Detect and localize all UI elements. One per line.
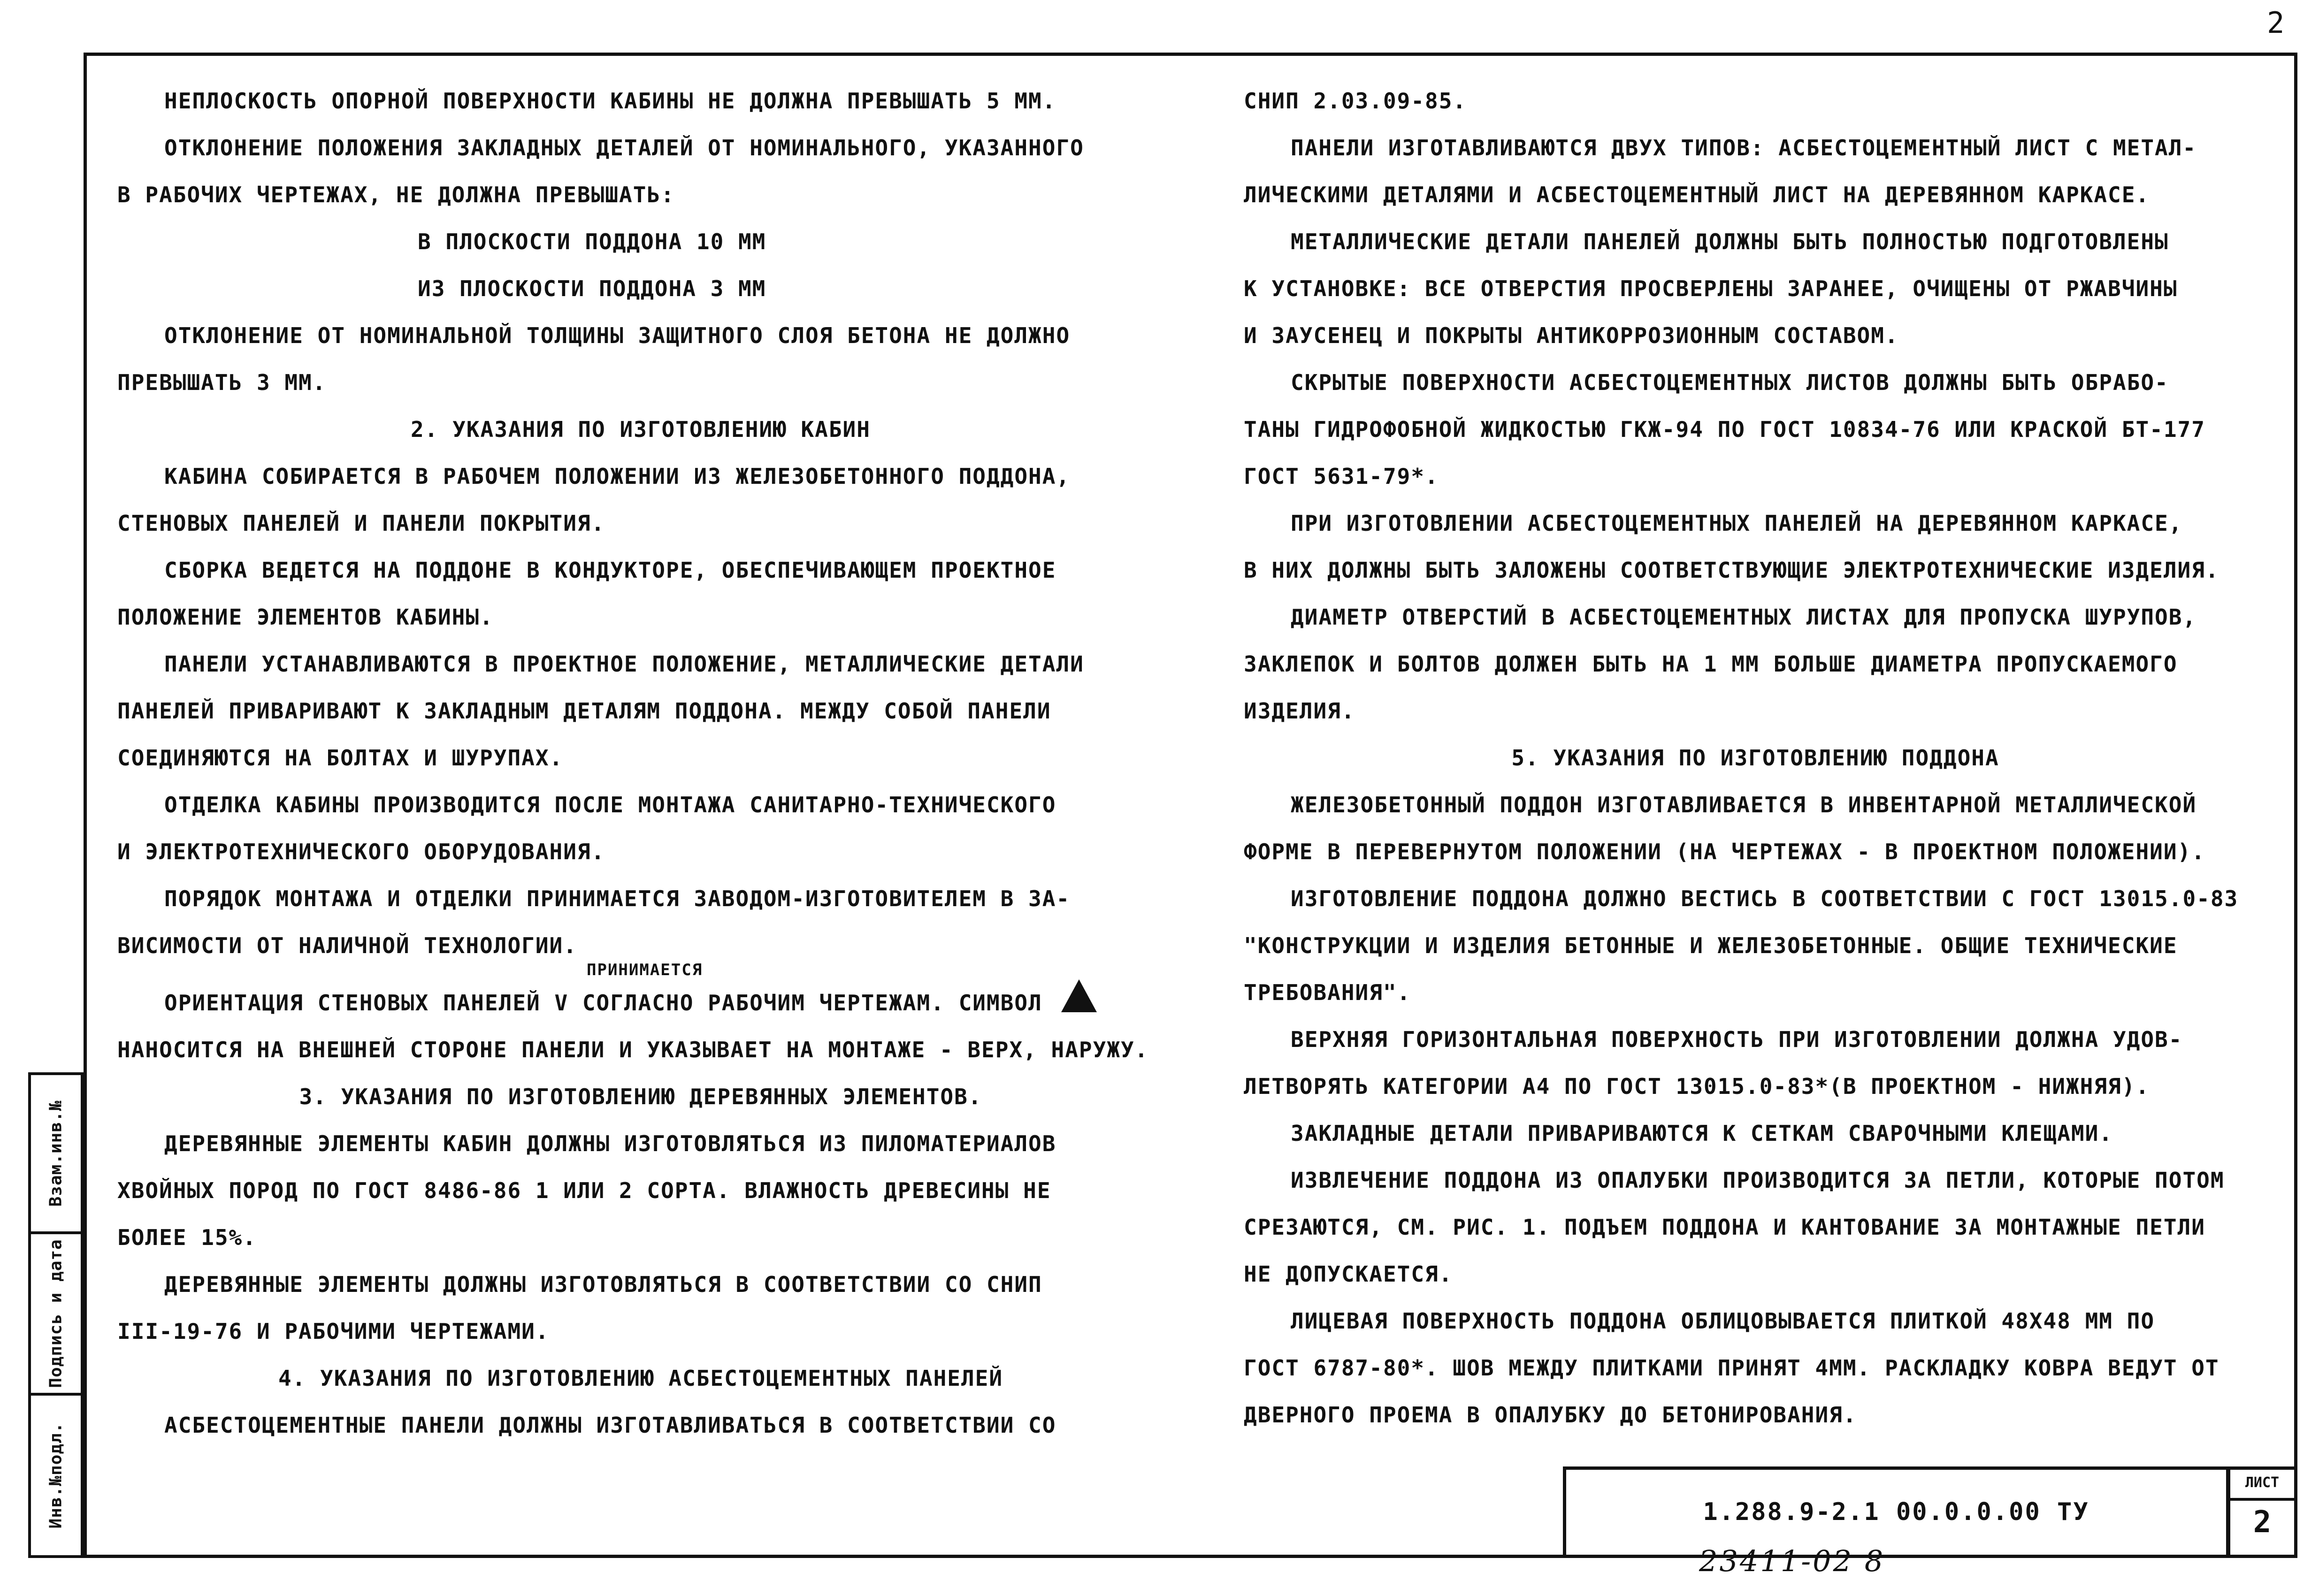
- text-line: ДИАМЕТР ОТВЕРСТИЙ В АСБЕСТОЦЕМЕНТНЫХ ЛИСТАХ ДЛЯ ПРОПУСКА ШУРУПОВ,: [1291, 604, 2197, 630]
- title-block: [1563, 1466, 2229, 1558]
- text-line: ХВОЙНЫХ ПОРОД ПО ГОСТ 8486-86 1 ИЛИ 2 СОРТА. ВЛАЖНОСТЬ ДРЕВЕСИНЫ НЕ: [117, 1178, 1051, 1203]
- sheet-label: ЛИСТ: [2230, 1470, 2294, 1501]
- text-line: ЛЕТВОРЯТЬ КАТЕГОРИИ А4 ПО ГОСТ 13015.0-83*(В ПРОЕКТНОМ - НИЖНЯЯ).: [1244, 1074, 2150, 1099]
- text-line: ОТДЕЛКА КАБИНЫ ПРОИЗВОДИТСЯ ПОСЛЕ МОНТАЖА САНИТАРНО-ТЕХНИЧЕСКОГО: [164, 792, 1056, 817]
- right-text-column: [1244, 77, 2267, 1438]
- section-heading: 4. УКАЗАНИЯ ПО ИЗГОТОВЛЕНИЮ АСБЕСТОЦЕМЕНТНЫХ ПАНЕЛЕЙ: [278, 1366, 1003, 1391]
- text-line: НАНОСИТСЯ НА ВНЕШНЕЙ СТОРОНЕ ПАНЕЛИ И УКАЗЫВАЕТ НА МОНТАЖЕ - ВЕРХ, НАРУЖУ.: [117, 1037, 1149, 1062]
- text-line: ПАНЕЛИ УСТАНАВЛИВАЮТСЯ В ПРОЕКТНОЕ ПОЛОЖЕНИЕ, МЕТАЛЛИЧЕСКИЕ ДЕТАЛИ: [164, 651, 1084, 677]
- text-line: СРЕЗАЮТСЯ, СМ. РИС. 1. ПОДЪЕМ ПОДДОНА И КАНТОВАНИЕ ЗА МОНТАЖНЫЕ ПЕТЛИ: [1244, 1214, 2205, 1240]
- document-code: 1.288.9-2.1 00.0.0.00 ТУ: [1703, 1498, 2089, 1526]
- text-line: ЛИЧЕСКИМИ ДЕТАЛЯМИ И АСБЕСТОЦЕМЕНТНЫЙ ЛИСТ НА ДЕРЕВЯННОМ КАРКАСЕ.: [1244, 182, 2150, 207]
- side-stamp-label: Подпись и дата: [46, 1239, 66, 1388]
- text-line: ЗАКЛАДНЫЕ ДЕТАЛИ ПРИВАРИВАЮТСЯ К СЕТКАМ СВАРОЧНЫМИ КЛЕЩАМИ.: [1291, 1121, 2113, 1146]
- side-stamp-label: Инв.№подл.: [46, 1422, 66, 1529]
- text-line: ОТКЛОНЕНИЕ ОТ НОМИНАЛЬНОЙ ТОЛЩИНЫ ЗАЩИТНОГО СЛОЯ БЕТОНА НЕ ДОЛЖНО: [164, 323, 1071, 348]
- text-line: В ПЛОСКОСТИ ПОДДОНА 10 ММ: [418, 229, 766, 254]
- page-corner-number: 2: [2267, 6, 2285, 40]
- text-line: СКРЫТЫЕ ПОВЕРХНОСТИ АСБЕСТОЦЕМЕНТНЫХ ЛИСТОВ ДОЛЖНЫ БЫТЬ ОБРАБО-: [1291, 370, 2169, 395]
- text-line: В НИХ ДОЛЖНЫ БЫТЬ ЗАЛОЖЕНЫ СООТВЕТСТВУЮЩИЕ ЭЛЕКТРОТЕХНИЧЕСКИЕ ИЗДЕЛИЯ.: [1244, 557, 2220, 583]
- text-line: АСБЕСТОЦЕМЕНТНЫЕ ПАНЕЛИ ДОЛЖНЫ ИЗГОТАВЛИВАТЬСЯ В СООТВЕТСТВИИ СО: [164, 1413, 1056, 1438]
- text-line: БОЛЕЕ 15%.: [117, 1225, 257, 1250]
- text-line: ИЗВЛЕЧЕНИЕ ПОДДОНА ИЗ ОПАЛУБКИ ПРОИЗВОДИТСЯ ЗА ПЕТЛИ, КОТОРЫЕ ПОТОМ: [1291, 1168, 2225, 1193]
- text-line: ПОЛОЖЕНИЕ ЭЛЕМЕНТОВ КАБИНЫ.: [117, 604, 494, 630]
- superscript-insertion: ПРИНИМАЕТСЯ: [587, 961, 703, 979]
- text-line: ГОСТ 5631-79*.: [1244, 464, 1439, 489]
- text-line: ПАНЕЛИ ИЗГОТАВЛИВАЮТСЯ ДВУХ ТИПОВ: АСБЕСТОЦЕМЕНТНЫЙ ЛИСТ С МЕТАЛ-: [1291, 135, 2197, 160]
- text-line: [117, 979, 1164, 1026]
- warning-triangle-icon: [1061, 979, 1097, 1012]
- text-line: ЛИЦЕВАЯ ПОВЕРХНОСТЬ ПОДДОНА ОБЛИЦОВЫВАЕТСЯ ПЛИТКОЙ 48Х48 ММ ПО: [1291, 1308, 2155, 1334]
- left-text-column: [117, 77, 1164, 1449]
- side-stamp-label: Взам.инв.№: [46, 1100, 66, 1207]
- text-line: НЕПЛОСКОСТЬ ОПОРНОЙ ПОВЕРХНОСТИ КАБИНЫ НЕ ДОЛЖНА ПРЕВЫШАТЬ 5 ММ.: [164, 88, 1056, 114]
- text-line: ПРИ ИЗГОТОВЛЕНИИ АСБЕСТОЦЕМЕНТНЫХ ПАНЕЛЕЙ НА ДЕРЕВЯННОМ КАРКАСЕ,: [1291, 511, 2183, 536]
- text-line: В РАБОЧИХ ЧЕРТЕЖАХ, НЕ ДОЛЖНА ПРЕВЫШАТЬ:: [117, 182, 675, 207]
- text-line: И ЭЛЕКТРОТЕХНИЧЕСКОГО ОБОРУДОВАНИЯ.: [117, 839, 605, 864]
- text-line: ИЗДЕЛИЯ.: [1244, 698, 1355, 724]
- sheet-number: 2: [2253, 1505, 2272, 1540]
- text-line: ГОСТ 6787-80*. ШОВ МЕЖДУ ПЛИТКАМИ ПРИНЯТ 4ММ. РАСКЛАДКУ КОВРА ВЕДУТ ОТ: [1244, 1355, 2220, 1381]
- text-line: ДЕРЕВЯННЫЕ ЭЛЕМЕНТЫ ДОЛЖНЫ ИЗГОТОВЛЯТЬСЯ В СООТВЕТСТВИИ СО СНИП: [164, 1272, 1042, 1297]
- text-line: ПРЕВЫШАТЬ 3 ММ.: [117, 370, 327, 395]
- sheet-box: [2227, 1466, 2297, 1558]
- symbol-line-text: ОРИЕНТАЦИЯ СТЕНОВЫХ ПАНЕЛЕЙ V СОГЛАСНО РАБОЧИМ ЧЕРТЕЖАМ. СИМВОЛ: [164, 990, 1042, 1016]
- section-heading: 3. УКАЗАНИЯ ПО ИЗГОТОВЛЕНИЮ ДЕРЕВЯННЫХ ЭЛЕМЕНТОВ.: [299, 1084, 982, 1109]
- handwritten-note: 23411-02 8: [1699, 1544, 1885, 1578]
- text-line: ИЗ ПЛОСКОСТИ ПОДДОНА 3 ММ: [418, 276, 766, 301]
- text-line: ТАНЫ ГИДРОФОБНОЙ ЖИДКОСТЬЮ ГКЖ-94 ПО ГОСТ 10834-76 ИЛИ КРАСКОЙ БТ-177: [1244, 417, 2205, 442]
- text-line: К УСТАНОВКЕ: ВСЕ ОТВЕРСТИЯ ПРОСВЕРЛЕНЫ ЗАРАНЕЕ, ОЧИЩЕНЫ ОТ РЖАВЧИНЫ: [1244, 276, 2178, 301]
- side-stamp-cell: [28, 1393, 84, 1558]
- text-line: СНИП 2.03.09-85.: [1244, 88, 1467, 114]
- text-line: НЕ ДОПУСКАЕТСЯ.: [1244, 1261, 1453, 1287]
- text-line: ВЕРХНЯЯ ГОРИЗОНТАЛЬНАЯ ПОВЕРХНОСТЬ ПРИ ИЗГОТОВЛЕНИИ ДОЛЖНА УДОВ-: [1291, 1027, 2183, 1052]
- text-line: ДВЕРНОГО ПРОЕМА В ОПАЛУБКУ ДО БЕТОНИРОВАНИЯ.: [1244, 1402, 1857, 1428]
- text-line: ДЕРЕВЯННЫЕ ЭЛЕМЕНТЫ КАБИН ДОЛЖНЫ ИЗГОТОВЛЯТЬСЯ ИЗ ПИЛОМАТЕРИАЛОВ: [164, 1131, 1056, 1156]
- text-line: ИЗГОТОВЛЕНИЕ ПОДДОНА ДОЛЖНО ВЕСТИСЬ В СООТВЕТСТВИИ С ГОСТ 13015.0-83: [1291, 886, 2239, 911]
- text-line: ТРЕБОВАНИЯ".: [1244, 980, 1411, 1005]
- text-line: КАБИНА СОБИРАЕТСЯ В РАБОЧЕМ ПОЛОЖЕНИИ ИЗ ЖЕЛЕЗОБЕТОННОГО ПОДДОНА,: [164, 464, 1071, 489]
- text-line: СБОРКА ВЕДЕТСЯ НА ПОДДОНЕ В КОНДУКТОРЕ, ОБЕСПЕЧИВАЮЩЕМ ПРОЕКТНОЕ: [164, 557, 1056, 583]
- text-line: ВИСИМОСТИ ОТ НАЛИЧНОЙ ТЕХНОЛОГИИ.: [117, 933, 577, 958]
- text-line: ЗАКЛЕПОК И БОЛТОВ ДОЛЖЕН БЫТЬ НА 1 ММ БОЛЬШЕ ДИАМЕТРА ПРОПУСКАЕМОГО: [1244, 651, 2178, 677]
- text-line: ПАНЕЛЕЙ ПРИВАРИВАЮТ К ЗАКЛАДНЫМ ДЕТАЛЯМ ПОДДОНА. МЕЖДУ СОБОЙ ПАНЕЛИ: [117, 698, 1051, 724]
- text-line: СОЕДИНЯЮТСЯ НА БОЛТАХ И ШУРУПАХ.: [117, 745, 564, 771]
- text-line: МЕТАЛЛИЧЕСКИЕ ДЕТАЛИ ПАНЕЛЕЙ ДОЛЖНЫ БЫТЬ ПОЛНОСТЬЮ ПОДГОТОВЛЕНЫ: [1291, 229, 2169, 254]
- text-line: И ЗАУСЕНЕЦ И ПОКРЫТЫ АНТИКОРРОЗИОННЫМ СОСТАВОМ.: [1244, 323, 1899, 348]
- text-line: СТЕНОВЫХ ПАНЕЛЕЙ И ПАНЕЛИ ПОКРЫТИЯ.: [117, 511, 605, 536]
- side-stamp-cell: [28, 1072, 84, 1234]
- section-heading: 5. УКАЗАНИЯ ПО ИЗГОТОВЛЕНИЮ ПОДДОНА: [1511, 745, 1999, 771]
- text-line: ОТКЛОНЕНИЕ ПОЛОЖЕНИЯ ЗАКЛАДНЫХ ДЕТАЛЕЙ ОТ НОМИНАЛЬНОГО, УКАЗАННОГО: [164, 135, 1084, 160]
- side-stamp-strip: [28, 1072, 84, 1558]
- side-stamp-cell: [28, 1231, 84, 1396]
- text-line: ПОРЯДОК МОНТАЖА И ОТДЕЛКИ ПРИНИМАЕТСЯ ЗАВОДОМ-ИЗГОТОВИТЕЛЕМ В ЗА-: [164, 886, 1071, 911]
- text-line: "КОНСТРУКЦИИ И ИЗДЕЛИЯ БЕТОННЫЕ И ЖЕЛЕЗОБЕТОННЫЕ. ОБЩИЕ ТЕХНИЧЕСКИЕ: [1244, 933, 2178, 958]
- text-line: ФОРМЕ В ПЕРЕВЕРНУТОМ ПОЛОЖЕНИИ (НА ЧЕРТЕЖАХ - В ПРОЕКТНОМ ПОЛОЖЕНИИ).: [1244, 839, 2205, 864]
- text-line: ЖЕЛЕЗОБЕТОННЫЙ ПОДДОН ИЗГОТАВЛИВАЕТСЯ В ИНВЕНТАРНОЙ МЕТАЛЛИЧЕСКОЙ: [1291, 792, 2197, 817]
- section-heading: 2. УКАЗАНИЯ ПО ИЗГОТОВЛЕНИЮ КАБИН: [411, 417, 871, 442]
- text-line: III-19-76 И РАБОЧИМИ ЧЕРТЕЖАМИ.: [117, 1319, 550, 1344]
